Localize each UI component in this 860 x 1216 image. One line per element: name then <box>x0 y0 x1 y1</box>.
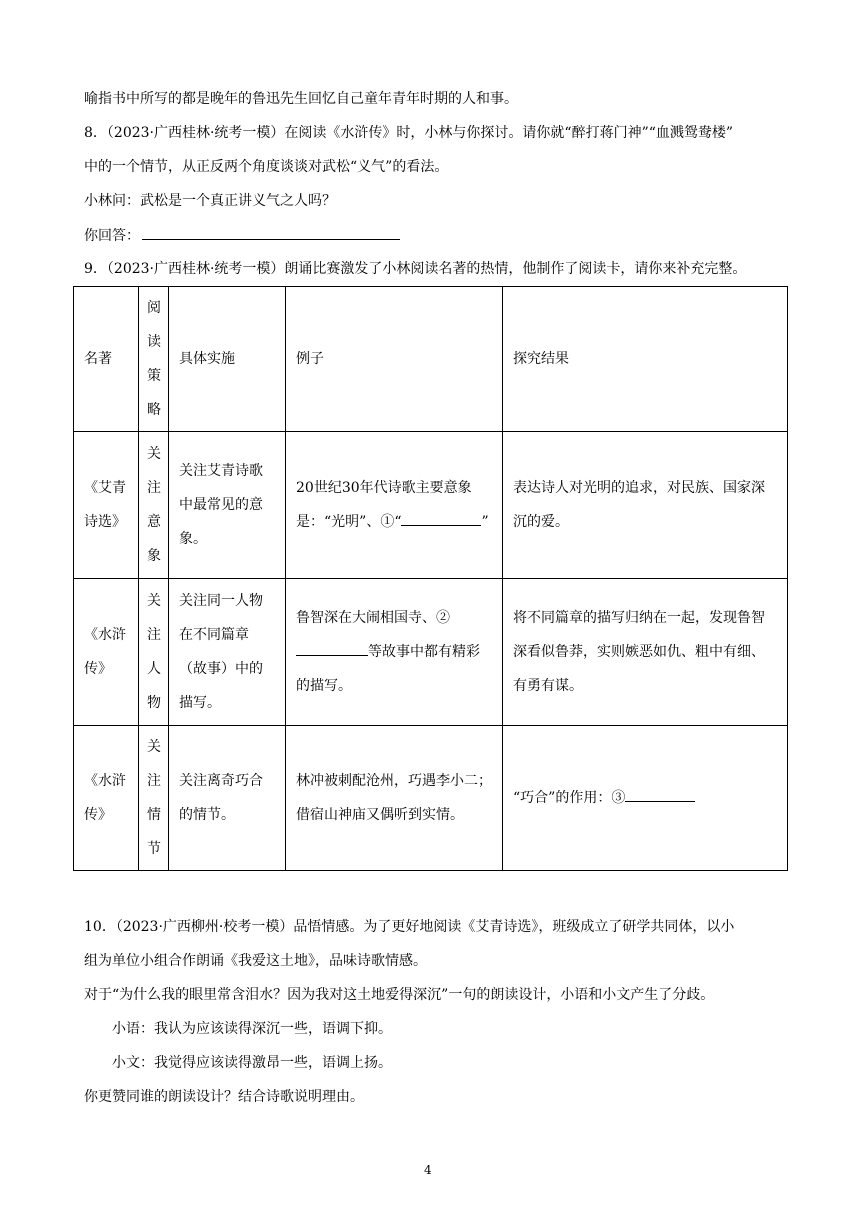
header-cell: 具体实施 <box>169 287 286 432</box>
header-cell: 例子 <box>286 287 503 432</box>
table-row <box>74 579 788 726</box>
question-8-text: 8．（2023·广西桂林·统考一模）在阅读《水浒传》时，小林与你探讨。请你就“醉打蒋门神”“血溅鸳鸯楼” <box>84 125 734 141</box>
table-row <box>74 726 788 871</box>
fill-blank-1[interactable] <box>401 511 481 526</box>
method-cell: 关注同一人物在不同篇章（故事）中的描写。 <box>169 579 286 726</box>
result-cell: “巧合”的作用：③ <box>503 726 788 871</box>
method-cell: 关注艾青诗歌中最常见的意象。 <box>169 432 286 579</box>
question-10-prompt: 你更赞同谁的朗读设计？结合诗歌说明理由。 <box>84 1089 364 1105</box>
answer-blank[interactable] <box>142 225 400 240</box>
header-cell: 探究结果 <box>503 287 788 432</box>
answer-label: 你回答： <box>84 228 140 244</box>
question-8-answer-line <box>84 225 400 246</box>
reading-card-table <box>73 286 788 871</box>
question-8-prompt: 小林问：武松是一个真正讲义气之人吗？ <box>84 193 336 209</box>
page-number: 4 <box>424 1163 432 1177</box>
question-8-text-cont: 中的一个情节，从正反两个角度谈谈对武松“义气”的看法。 <box>84 159 449 175</box>
example-cell: 鲁智深在大闹相国寺、② 等故事中都有精彩的描写。 <box>286 579 503 726</box>
book-cell: 《水浒传》 <box>74 726 139 871</box>
question-9-text: 9．（2023·广西桂林·统考一模）朗诵比赛激发了小林阅读名著的热情，他制作了阅读卡，请你来补充完整。 <box>84 261 747 277</box>
result-cell: 表达诗人对光明的追求，对民族、国家深沉的爱。 <box>503 432 788 579</box>
book-cell: 《水浒传》 <box>74 579 139 726</box>
fill-blank-3[interactable] <box>625 787 695 802</box>
strategy-cell: 关注人物 <box>139 579 169 726</box>
strategy-cell: 关注情节 <box>139 726 169 871</box>
header-cell: 阅读策略 <box>139 287 169 432</box>
question-10-text: 10．（2023·广西柳州·校考一模）品悟情感。为了更好地阅读《艾青诗选》，班级成立了研学共同体，以小 <box>84 919 735 935</box>
table-header-row <box>74 287 788 432</box>
method-cell: 关注离奇巧合的情节。 <box>169 726 286 871</box>
text-line: 喻指书中所写的都是晚年的鲁迅先生回忆自己童年青年时期的人和事。 <box>84 91 518 107</box>
example-cell: 20世纪30年代诗歌主要意象是：“光明”、①“ ” <box>286 432 503 579</box>
header-cell: 名著 <box>74 287 139 432</box>
example-cell: 林冲被刺配沧州，巧遇李小二；借宿山神庙又偶听到实情。 <box>286 726 503 871</box>
xiaoyu-quote: 小语：我认为应该读得深沉一些，语调下抑。 <box>112 1021 392 1037</box>
question-10-context: 对于“为什么我的眼里常含泪水？因为我对这土地爱得深沉”一句的朗读设计，小语和小文产生了分歧。 <box>84 987 715 1003</box>
strategy-cell: 关注意象 <box>139 432 169 579</box>
book-cell: 《艾青诗选》 <box>74 432 139 579</box>
result-cell: 将不同篇章的描写归纳在一起，发现鲁智深看似鲁莽，实则嫉恶如仇、粗中有细、有勇有谋。 <box>503 579 788 726</box>
table-row <box>74 432 788 579</box>
question-10-text-cont: 组为单位小组合作朗诵《我爱这土地》，品味诗歌情感。 <box>84 953 427 969</box>
fill-blank-2[interactable] <box>296 641 368 656</box>
xiaowen-quote: 小文：我觉得应该读得激昂一些，语调上扬。 <box>112 1055 392 1071</box>
